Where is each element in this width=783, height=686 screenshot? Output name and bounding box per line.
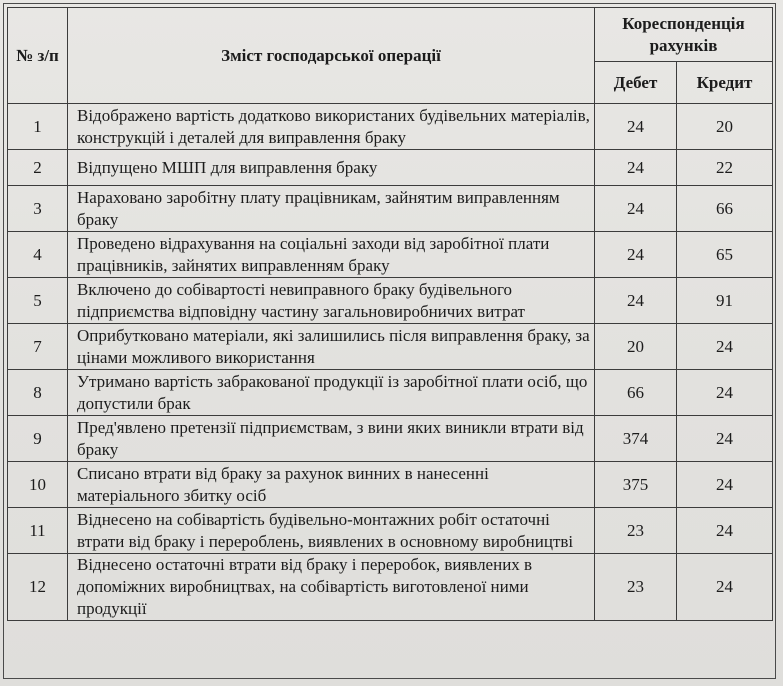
row-debit: 23 <box>595 508 677 554</box>
header-content-label: Зміст господарської операції <box>221 45 441 65</box>
table-row <box>8 324 773 370</box>
row-credit: 65 <box>677 232 773 278</box>
table-row <box>8 462 773 508</box>
row-number: 3 <box>8 186 68 232</box>
row-credit: 24 <box>677 462 773 508</box>
row-credit: 24 <box>677 370 773 416</box>
row-description: Оприбутковано матеріали, які залишились після виправлення браку, за цінами можливого використання <box>68 324 595 370</box>
row-credit: 91 <box>677 278 773 324</box>
row-description: Відпущено МШП для виправлення браку <box>68 150 595 186</box>
row-credit: 24 <box>677 554 773 621</box>
row-debit: 24 <box>595 150 677 186</box>
row-description: Віднесено на собівартість будівельно-монтажних робіт остаточні втрати від браку і перероблень, виявлених в основному виробництві <box>68 508 595 554</box>
row-description: Утримано вартість забракованої продукції із заробітної плати осіб, що допустили брак <box>68 370 595 416</box>
row-debit: 20 <box>595 324 677 370</box>
row-credit: 24 <box>677 416 773 462</box>
row-number: 4 <box>8 232 68 278</box>
header-correspondence-label: Кореспонденція рахунків <box>622 13 745 55</box>
header-debit-label: Дебет <box>613 72 658 92</box>
row-debit: 66 <box>595 370 677 416</box>
table-row <box>8 554 773 621</box>
row-description: Нараховано заробітну плату працівникам, зайнятим виправленням браку <box>68 186 595 232</box>
row-number: 10 <box>8 462 68 508</box>
row-number: 1 <box>8 104 68 150</box>
row-description: Відображено вартість додатково використаних будівельних матеріалів, конструкцій і деталей для виправлення браку <box>68 104 595 150</box>
row-credit: 22 <box>677 150 773 186</box>
row-debit: 374 <box>595 416 677 462</box>
table-row <box>8 278 773 324</box>
row-debit: 24 <box>595 186 677 232</box>
table-row <box>8 232 773 278</box>
header-credit-label: Кредит <box>696 72 753 92</box>
table-row <box>8 370 773 416</box>
header-number-label: № з/п <box>16 45 59 65</box>
row-description: Проведено відрахування на соціальні заходи від заробітної плати працівників, зайнятих виправленням браку <box>68 232 595 278</box>
row-debit: 375 <box>595 462 677 508</box>
row-debit: 23 <box>595 554 677 621</box>
row-credit: 20 <box>677 104 773 150</box>
table-row <box>8 104 773 150</box>
header-correspondence <box>595 8 773 62</box>
row-number: 12 <box>8 554 68 621</box>
row-number: 5 <box>8 278 68 324</box>
header-content <box>68 8 595 104</box>
row-credit: 24 <box>677 324 773 370</box>
header-number <box>8 8 68 104</box>
row-number: 9 <box>8 416 68 462</box>
header-credit <box>677 62 773 104</box>
table-row <box>8 416 773 462</box>
row-description: Списано втрати від браку за рахунок винних в нанесенні матеріального збитку осіб <box>68 462 595 508</box>
row-debit: 24 <box>595 232 677 278</box>
row-description: Включено до собівартості невиправного браку будівельного підприємства відповідну частину загальновиробничих витрат <box>68 278 595 324</box>
accounting-table <box>7 7 773 621</box>
row-credit: 66 <box>677 186 773 232</box>
table-row <box>8 186 773 232</box>
row-credit: 24 <box>677 508 773 554</box>
row-number: 7 <box>8 324 68 370</box>
row-debit: 24 <box>595 104 677 150</box>
row-debit: 24 <box>595 278 677 324</box>
row-description: Віднесено остаточні втрати від браку і переробок, виявлених в допоміжних виробництвах, на собівартість виготовленої ними продукції <box>68 554 595 621</box>
row-number: 8 <box>8 370 68 416</box>
table-row <box>8 508 773 554</box>
header-debit <box>595 62 677 104</box>
table-row <box>8 150 773 186</box>
row-number: 2 <box>8 150 68 186</box>
row-description: Пред'явлено претензії підприємствам, з вини яких виникли втрати від браку <box>68 416 595 462</box>
row-number: 11 <box>8 508 68 554</box>
